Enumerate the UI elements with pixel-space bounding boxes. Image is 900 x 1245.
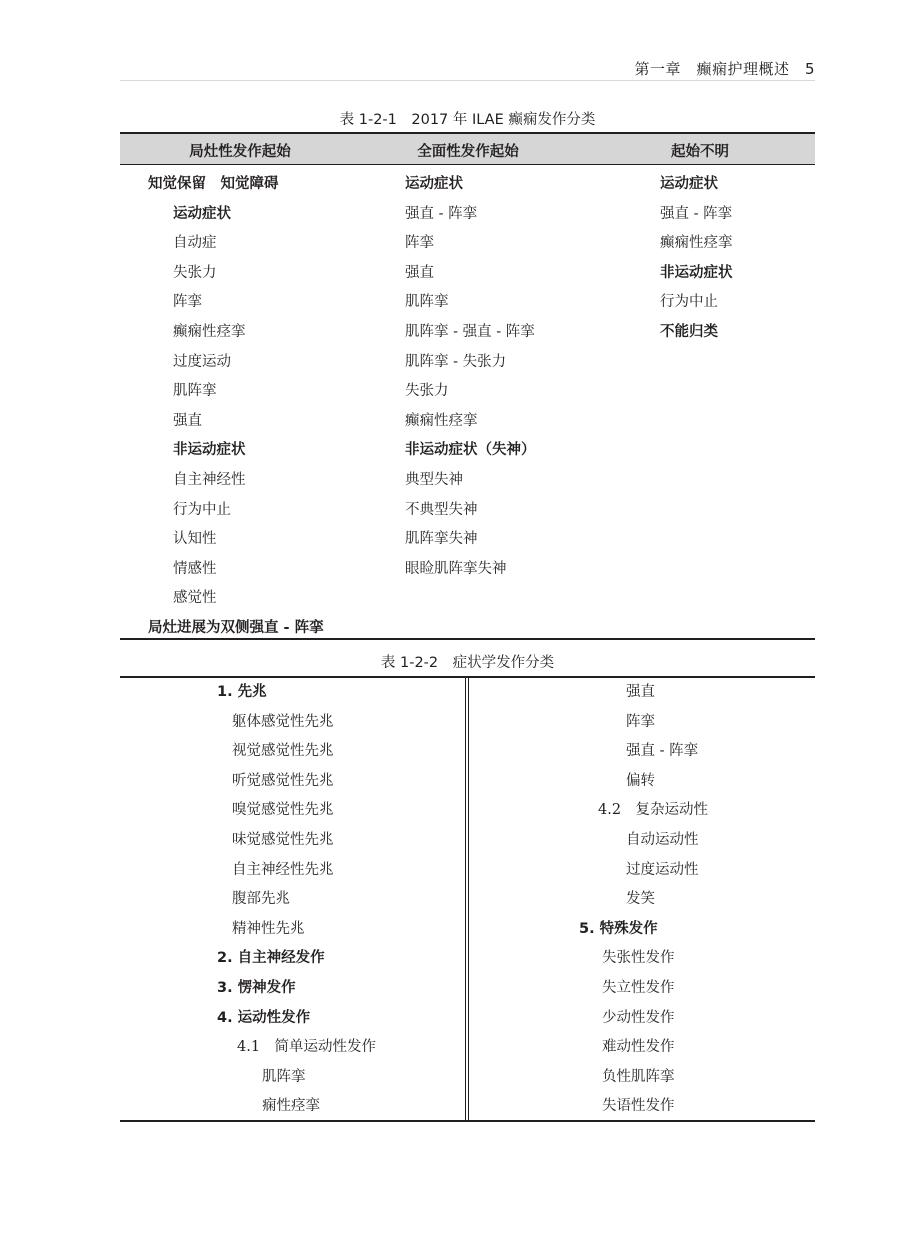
table-cell: 自动运动性 [626,831,699,848]
table-cell: 强直 - 阵挛 [660,205,733,222]
table-cell: 感觉性 [173,590,217,607]
table-cell: 肌阵挛 - 失张力 [405,353,507,370]
table-cell: 偏转 [626,772,655,789]
table-cell: 过度运动性 [626,861,699,878]
table-cell: 4.2 复杂运动性 [598,802,709,819]
table-cell: 失张性发作 [602,950,675,967]
table-cell: 强直 [626,684,655,700]
table-cell: 非运动症状 [660,264,733,281]
table-cell: 听觉感觉性先兆 [232,772,334,789]
table-cell: 眼睑肌阵挛失神 [405,560,507,577]
running-header [120,54,815,81]
table1-column-unknown [660,170,733,348]
table2 [120,676,815,1122]
table-cell: 不能归类 [660,323,718,340]
table-cell: 阵挛 [173,294,202,311]
table-cell: 运动症状 [173,205,231,222]
table-cell: 强直 - 阵挛 [405,205,478,222]
table-cell: 行为中止 [660,294,718,311]
table-cell: 精神性先兆 [232,920,305,937]
table-cell: 嗅觉感觉性先兆 [232,802,334,819]
table-cell: 阵挛 [626,713,655,730]
table-cell: 自动症 [173,235,217,252]
table-cell: 2. 自主神经发作 [217,950,325,967]
table1-header-unknown: 起始不明 [671,144,729,160]
table-cell: 少动性发作 [602,1009,675,1026]
table-cell: 肌阵挛 - 强直 - 阵挛 [405,323,535,340]
table-cell: 1. 先兆 [217,684,267,700]
table-cell: 情感性 [173,560,217,577]
table-cell: 痫性痉挛 [262,1098,320,1115]
table-cell: 负性肌阵挛 [602,1068,675,1085]
table-cell: 知觉保留 知觉障碍 [148,176,279,192]
table2-column-right [579,678,708,1122]
table-cell: 4. 运动性发作 [217,1009,311,1026]
table-cell: 失语性发作 [602,1098,675,1115]
table-cell: 局灶进展为双侧强直 - 阵挛 [148,619,324,636]
table-cell: 肌阵挛失神 [405,531,478,548]
table-cell: 不典型失神 [405,501,478,518]
table-cell: 3. 愣神发作 [217,979,296,996]
table1-header-generalized: 全面性发作起始 [417,144,519,160]
table-cell: 4.1 简单运动性发作 [237,1039,377,1056]
table-cell: 躯体感觉性先兆 [232,713,334,730]
table-cell: 肌阵挛 [405,294,449,311]
table-cell: 运动症状 [660,176,718,192]
table2-column-left [217,678,376,1122]
running-header-text: 第一章 癫痫护理概述 5 [634,60,815,78]
table-cell: 难动性发作 [602,1039,675,1056]
table-cell: 认知性 [173,531,217,548]
table-cell: 过度运动 [173,353,231,370]
table1-header-focal: 局灶性发作起始 [189,144,291,160]
table1 [120,132,815,640]
table-cell: 腹部先兆 [232,891,290,908]
table-cell: 强直 [173,412,202,429]
table-cell: 运动症状 [405,176,463,192]
table-cell: 自主神经性 [173,471,246,488]
table2-column-divider [465,678,469,1120]
table-cell: 肌阵挛 [173,383,217,400]
table-cell: 强直 - 阵挛 [626,743,699,760]
table1-column-focal [148,170,324,644]
table1-caption: 表 1-2-1 2017 年 ILAE 癫痫发作分类 [339,112,596,128]
table-cell: 失立性发作 [602,979,675,996]
table-cell: 5. 特殊发作 [579,920,658,937]
table-cell: 自主神经性先兆 [232,861,334,878]
table-cell: 味觉感觉性先兆 [232,831,334,848]
table-cell: 视觉感觉性先兆 [232,743,334,760]
table2-caption: 表 1-2-2 症状学发作分类 [380,655,555,671]
table-cell: 发笑 [626,891,655,908]
table-cell: 行为中止 [173,501,231,518]
table-cell: 失张力 [173,264,217,281]
table-cell: 失张力 [405,383,449,400]
table-cell: 肌阵挛 [262,1068,306,1085]
table-cell: 典型失神 [405,471,463,488]
table-cell: 阵挛 [405,235,434,252]
table-cell: 非运动症状 [173,442,246,459]
table-cell: 癫痫性痉挛 [173,323,246,340]
table-cell: 非运动症状（失神） [405,442,536,459]
table-cell: 癫痫性痉挛 [405,412,478,429]
table-cell: 癫痫性痉挛 [660,235,733,252]
table1-column-generalized [405,170,536,584]
table1-header-row [120,134,815,165]
table-cell: 强直 [405,264,434,281]
